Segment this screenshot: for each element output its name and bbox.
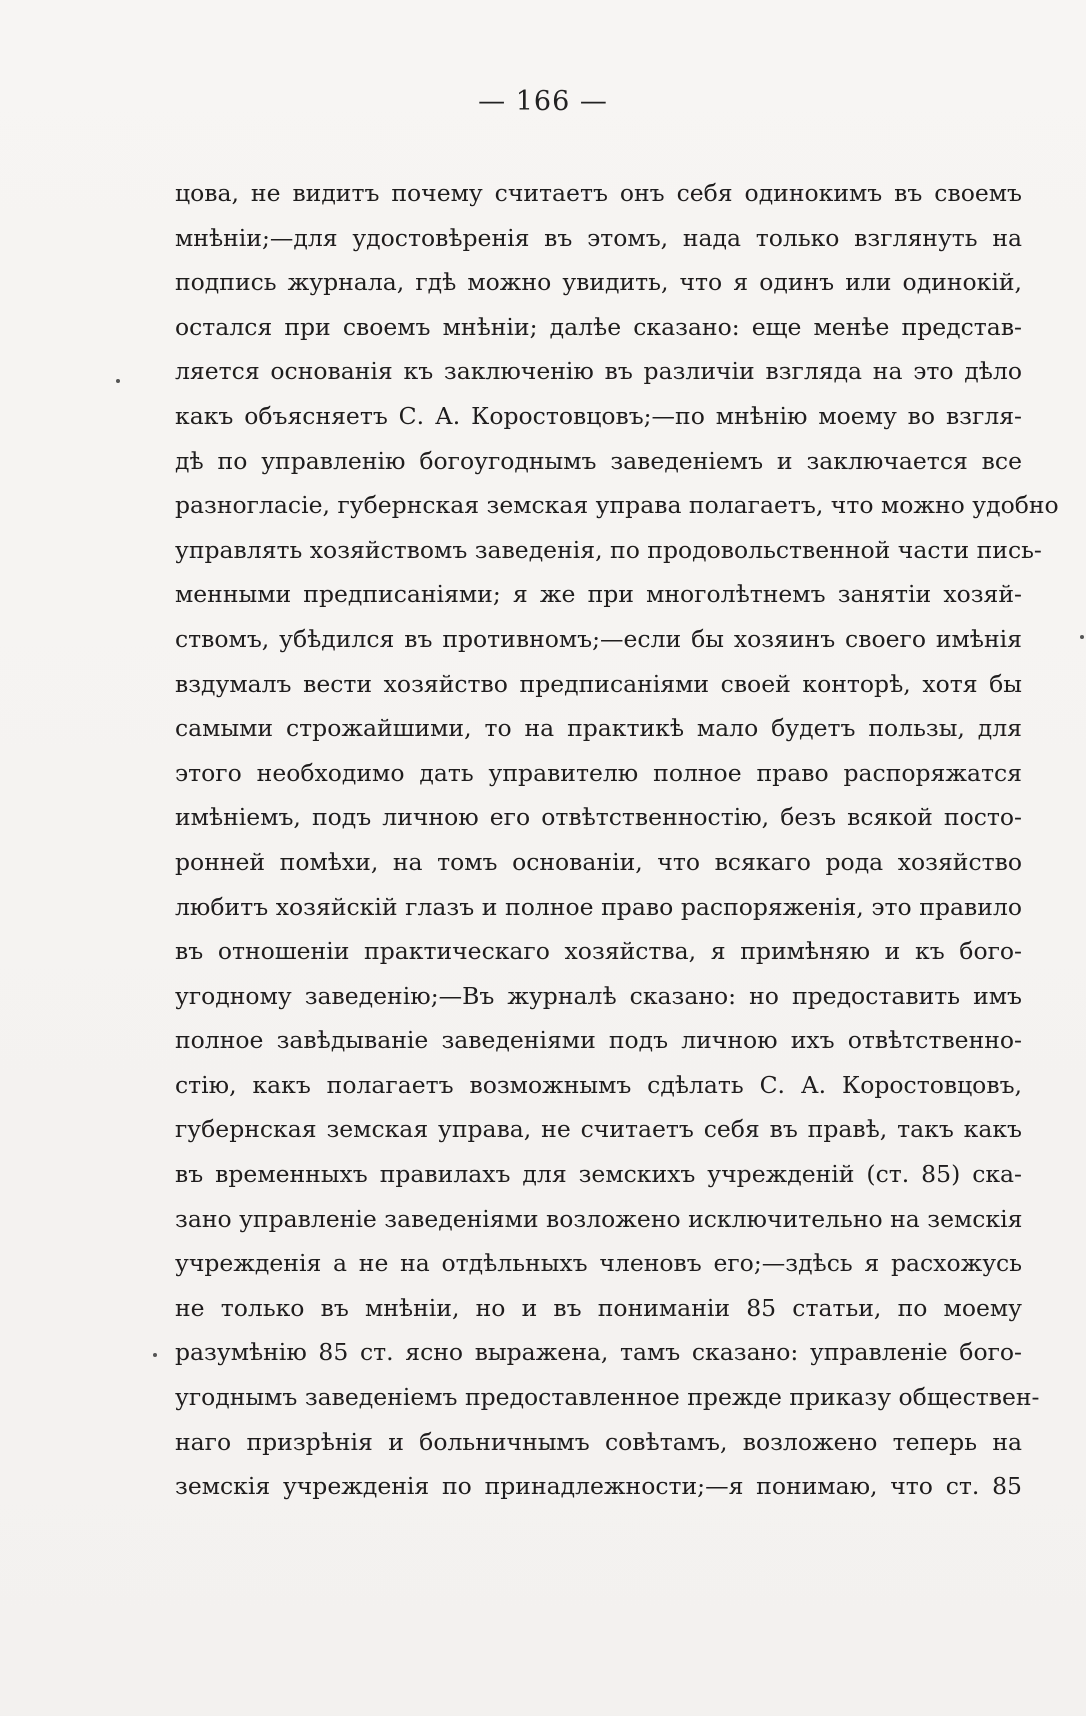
- page-number: — 166 —: [478, 86, 608, 117]
- text-line: не только въ мнѣніи, но и въ пониманіи 85 статьи, по моему: [175, 1293, 1022, 1322]
- text-line: цова, не видитъ почему считаетъ онъ себя одинокимъ въ своемъ: [175, 179, 1022, 207]
- text-line: менными предписаніями; я же при многолѣтнемъ занятіи хозяй-: [175, 580, 1022, 609]
- text-line: любитъ хозяйскій глазъ и полное право распоряженія, это правило: [175, 892, 1022, 921]
- text-line: ляется основанія къ заключенію въ различіи взгляда на это дѣло: [175, 357, 1022, 386]
- text-line: разумѣнію 85 ст. ясно выражена, тамъ сказано: управленіе бого-: [175, 1338, 1022, 1367]
- text-line: ствомъ, убѣдился въ противномъ;—если бы хозяинъ своего имѣнія: [175, 624, 1022, 653]
- text-line: самыми строжайшими, то на практикѣ мало будетъ пользы, для: [175, 714, 1022, 743]
- print-speck: [116, 379, 120, 383]
- text-line: губернская земская управа, не считаетъ себя въ правѣ, такъ какъ: [175, 1115, 1022, 1144]
- text-line: вздумалъ вести хозяйство предписаніями своей конторѣ, хотя бы: [175, 669, 1022, 698]
- print-speck: [153, 1353, 157, 1357]
- text-line: зано управленіе заведеніями возложено исключительно на земскія: [175, 1204, 1023, 1233]
- text-line: наго призрѣнія и больничнымъ совѣтамъ, возложено теперь на: [175, 1427, 1022, 1456]
- text-line: учрежденія а не на отдѣльныхъ членовъ его;—здѣсь я расхожусь: [175, 1249, 1022, 1278]
- text-line: земскія учрежденія по принадлежности;—я понимаю, что ст. 85: [175, 1472, 1022, 1501]
- print-speck: [1080, 635, 1084, 639]
- text-line: разногласіе, губернская земская управа полагаетъ, что можно удобно: [175, 491, 1059, 520]
- body-text: [175, 171, 1059, 1509]
- text-line: мнѣніи;—для удостовѣренія въ этомъ, нада только взглянуть на: [175, 223, 1022, 252]
- text-line: управлять хозяйствомъ заведенія, по продовольственной части пись-: [175, 535, 1042, 564]
- text-line: дѣ по управленію богоугоднымъ заведеніемъ и заключается все: [175, 446, 1022, 475]
- text-line: имѣніемъ, подъ личною его отвѣтственностію, безъ всякой посто-: [175, 803, 1022, 832]
- text-line: въ отношеніи практическаго хозяйства, я примѣняю и къ бого-: [175, 937, 1022, 966]
- text-line: угодному заведенію;—Въ журналѣ сказано: но предоставить имъ: [175, 981, 1022, 1010]
- text-line: этого необходимо дать управителю полное право распоряжатся: [175, 758, 1022, 787]
- text-line: въ временныхъ правилахъ для земскихъ учрежденій (ст. 85) ска-: [175, 1160, 1022, 1189]
- text-line: ронней помѣхи, на томъ основаніи, что всякаго рода хозяйство: [175, 847, 1022, 876]
- text-line: стію, какъ полагаетъ возможнымъ сдѣлать С. А. Коростовцовъ,: [175, 1070, 1022, 1099]
- text-line: какъ объясняетъ С. А. Коростовцовъ;—по мнѣнію моему во взгля-: [175, 401, 1022, 430]
- text-line: подпись журнала, гдѣ можно увидить, что я одинъ или одинокій,: [175, 268, 1022, 297]
- text-line: угоднымъ заведеніемъ предоставленное прежде приказу обществен-: [175, 1383, 1040, 1412]
- text-line: полное завѣдываніе заведеніями подъ личною ихъ отвѣтственно-: [175, 1026, 1022, 1055]
- text-line: остался при своемъ мнѣніи; далѣе сказано: еще менѣе представ-: [175, 312, 1022, 341]
